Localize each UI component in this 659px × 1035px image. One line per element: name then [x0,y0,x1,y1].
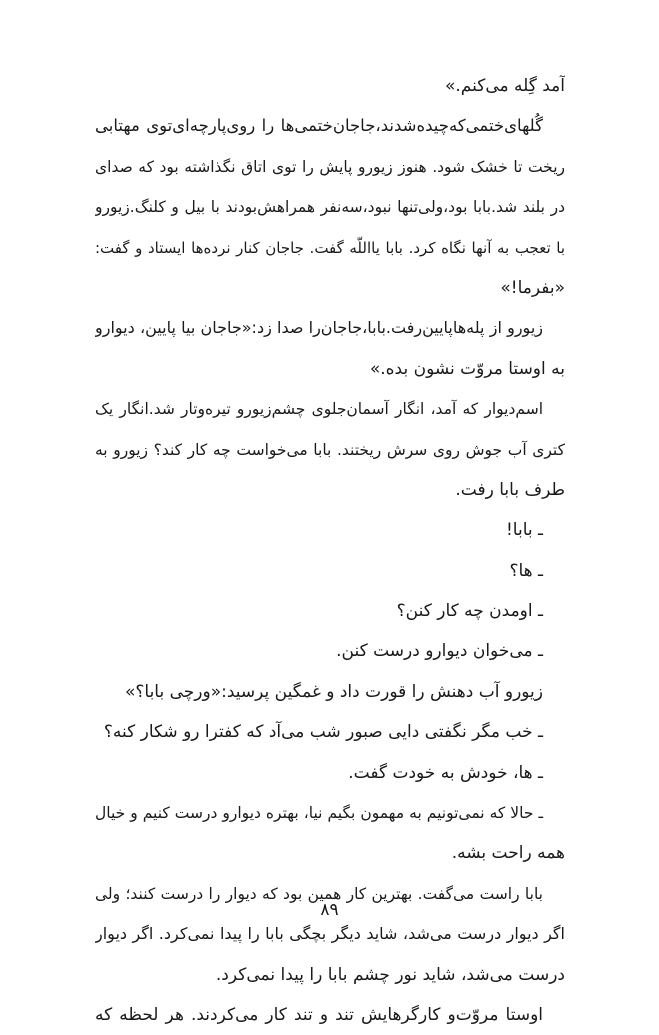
text-line: آمد گِله می‌کنم.» [444,76,565,96]
text-line: در بلند شد.بابا بود،ولی‌تنها نبود،سه‌نفر همراهش‌بودند با بیل و کلنگ.زیورو [95,198,565,217]
text-line: ـ حالا که نمی‌تونیم به مهمون بگیم نیا، بهتره دیوارو درست کنیم و خیال [95,804,543,823]
text-line: به اوستا مروّت نشون بده.» [369,358,565,379]
text-line: اگر دیوار درست می‌شد، شاید دیگر بچگی بابا را پیدا نمی‌کرد. اگر دیوار [95,924,565,944]
text-line: اسم‌دیوار که آمد، انگار آسمان‌جلوی چشم‌زیورو تیره‌و‌تار شد.انگار یک [95,400,543,419]
text-line: ریخت تا خشک شود. هنوز زیورو پایش را توی اتاق نگذاشته بود که صدای [95,157,565,176]
text-line: ـ اومدن چه کار کنن؟ [396,601,543,622]
text-line: گُلهای‌ختمی‌که‌چیده‌شدند،جاجان‌ختمی‌ها را روی‌پارچه‌ای‌توی مهتابی [95,116,543,136]
page-number: ۸۹ [320,900,339,920]
text-line: ـ ها؟ [509,560,543,581]
text-line: زیورو از پله‌هاپایین‌رفت.بابا،جاجان‌را صدا زد:«جاجان بیا پایین، دیوارو [95,318,543,338]
text-line: با تعجب به آنها نگاه کرد. بابا یااللّه گفت. جاجان کنار نرده‌ها ایستاد و گفت: [95,238,565,257]
text-line: همه راحت بشه. [451,843,565,864]
text-line: «بفرما!» [500,277,565,298]
text-line: ـ خب مگر نگفتی دایی صبور شب می‌آد که کفترا رو شکار کنه؟ [103,722,543,743]
text-line: ـ بابا! [505,520,543,541]
text-line: درست می‌شد، شاید نور چشم بابا را پیدا نمی‌کرد. [215,964,565,985]
text-line: ـ می‌خوان دیوارو درست کنن. [336,641,543,662]
text-line: اوستا مروّت‌و کارگرهایش تند و تند کار می‌کردند. هر لحظه که [95,1004,543,1025]
body-text [95,66,565,1035]
text-line: بابا راست می‌گفت. بهترین کار همین بود که دیوار را درست کنند؛ ولی [95,884,543,903]
text-line: زیورو آب دهنش را قورت داد و غمگین پرسید:«ورچی بابا؟» [124,681,543,702]
text-line: طرف بابا رفت. [455,479,565,500]
text-line: کتری آب جوش روی سرش ریختند. بابا می‌خواست چه کار کند؟ زیورو به [95,440,565,459]
text-line: ـ ها، خودش به خودت گفت. [348,762,543,783]
